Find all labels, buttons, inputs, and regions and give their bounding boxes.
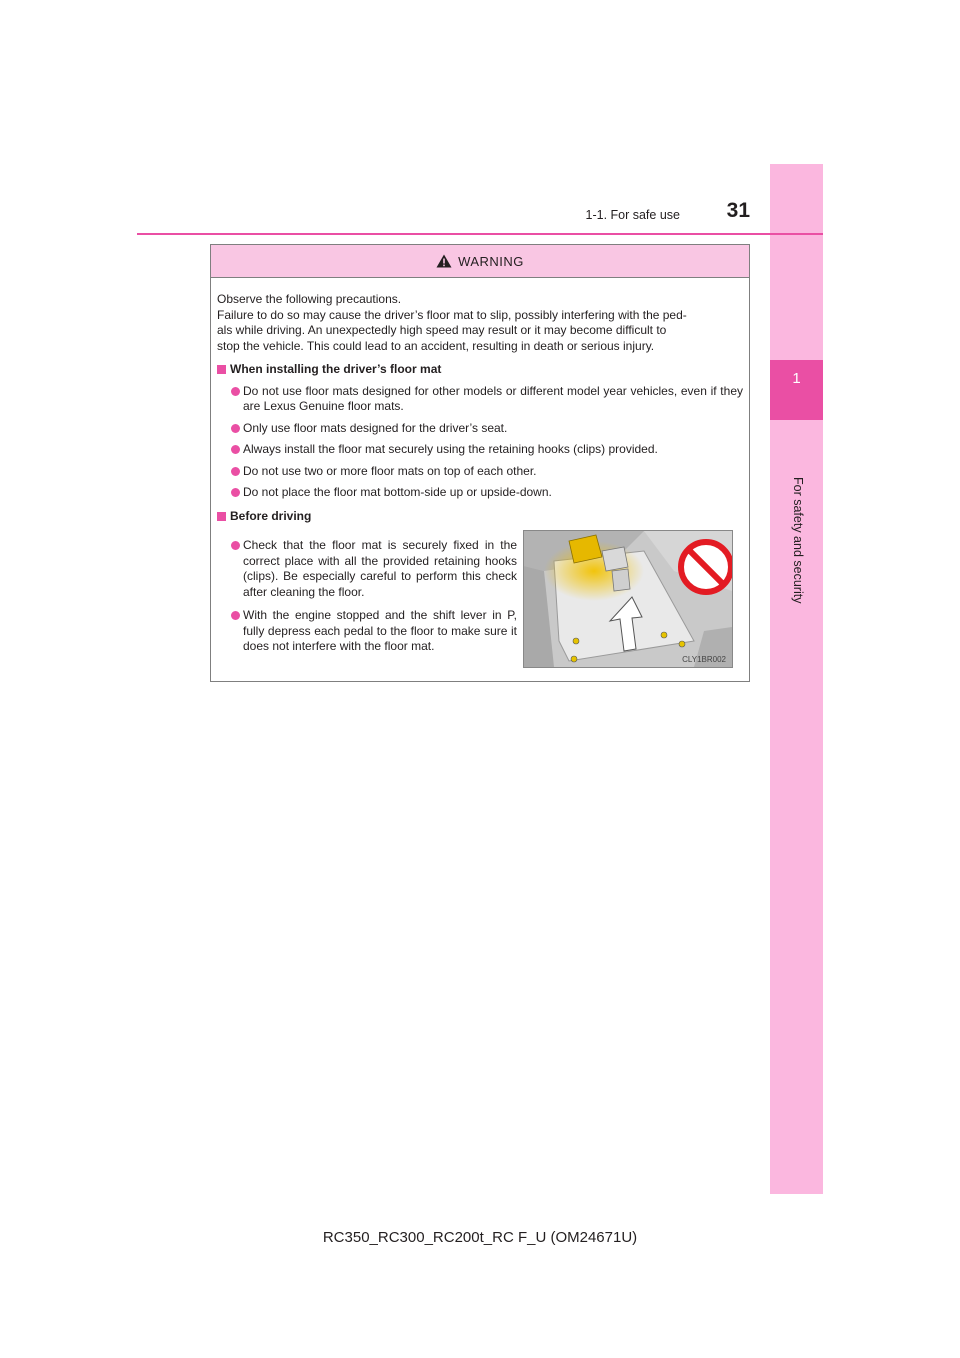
warning-triangle-icon bbox=[436, 254, 452, 268]
installing-bullet-list bbox=[217, 384, 743, 501]
list-item bbox=[217, 538, 517, 600]
list-item-text: Do not place the floor mat bottom-side up or upside-down. bbox=[243, 485, 552, 499]
list-item-text: Always install the floor mat securely using the retaining hooks (clips) provided. bbox=[243, 442, 658, 456]
section-title-installing bbox=[217, 362, 743, 378]
chapter-number-block bbox=[770, 360, 823, 420]
chapter-side-tab bbox=[770, 164, 823, 1194]
intro-line: Failure to do so may cause the driver’s floor mat to slip, possibly interfering with the ped- bbox=[217, 307, 687, 322]
intro-line: stop the vehicle. This could lead to an accident, resulting in death or serious injury. bbox=[217, 338, 655, 353]
footer-model-code: RC350_RC300_RC200t_RC F_U (OM24671U) bbox=[322, 1229, 638, 1246]
floor-mat-drawing bbox=[524, 531, 732, 667]
bullet-dot-icon bbox=[231, 467, 240, 476]
warning-box bbox=[210, 244, 750, 682]
square-bullet-icon bbox=[217, 512, 226, 521]
bullet-dot-icon bbox=[231, 387, 240, 396]
warning-title: WARNING bbox=[458, 253, 524, 269]
list-item-text: Do not use floor mats designed for other models or different model year vehicles, even if they are Lexus Genuine floor mats. bbox=[243, 383, 743, 413]
list-item-text: Do not use two or more floor mats on top of each other. bbox=[243, 463, 537, 478]
bullet-dot-icon bbox=[231, 541, 240, 550]
section-heading: 1-1. For safe use bbox=[585, 208, 680, 222]
list-item bbox=[217, 421, 743, 437]
chapter-title: For safety and security bbox=[791, 476, 805, 604]
list-item-text: Only use floor mats designed for the driver’s seat. bbox=[243, 420, 508, 435]
list-item-text: Check that the floor mat is securely fixed in the correct place with all the provided retaining hooks (clips). Be especially careful to perform this check after cleaning the floor. bbox=[243, 538, 517, 599]
section-title-before-driving bbox=[217, 509, 743, 525]
page-number: 31 bbox=[726, 199, 750, 222]
square-bullet-icon bbox=[217, 365, 226, 374]
figure-code: CLY1BR002 bbox=[682, 655, 726, 664]
prohibited-icon bbox=[681, 542, 731, 592]
intro-line: Observe the following precautions. bbox=[217, 292, 402, 306]
list-item-text: With the engine stopped and the shift lever in P, fully depress each pedal to the floor to make sure it does not interfere with the floor mat. bbox=[243, 608, 517, 653]
section-title-text: Before driving bbox=[230, 508, 312, 523]
warning-header bbox=[211, 245, 749, 278]
warning-intro bbox=[217, 292, 743, 354]
bullet-dot-icon bbox=[231, 424, 240, 433]
chapter-title-wrap bbox=[748, 440, 848, 640]
header-rule bbox=[137, 233, 823, 235]
list-item bbox=[217, 485, 743, 501]
list-item bbox=[217, 384, 743, 415]
bullet-dot-icon bbox=[231, 611, 240, 620]
before-driving-bullet-list bbox=[217, 530, 517, 655]
chapter-number: 1 bbox=[792, 370, 801, 387]
section-title-text: When installing the driver’s floor mat bbox=[230, 362, 442, 376]
intro-line: als while driving. An unexpectedly high speed may result or it may become difficult to bbox=[217, 323, 667, 337]
list-item bbox=[217, 608, 517, 655]
bullet-dot-icon bbox=[231, 445, 240, 454]
bullet-dot-icon bbox=[231, 488, 240, 497]
floor-mat-illustration bbox=[523, 530, 733, 668]
list-item bbox=[217, 442, 743, 458]
list-item bbox=[217, 464, 743, 480]
